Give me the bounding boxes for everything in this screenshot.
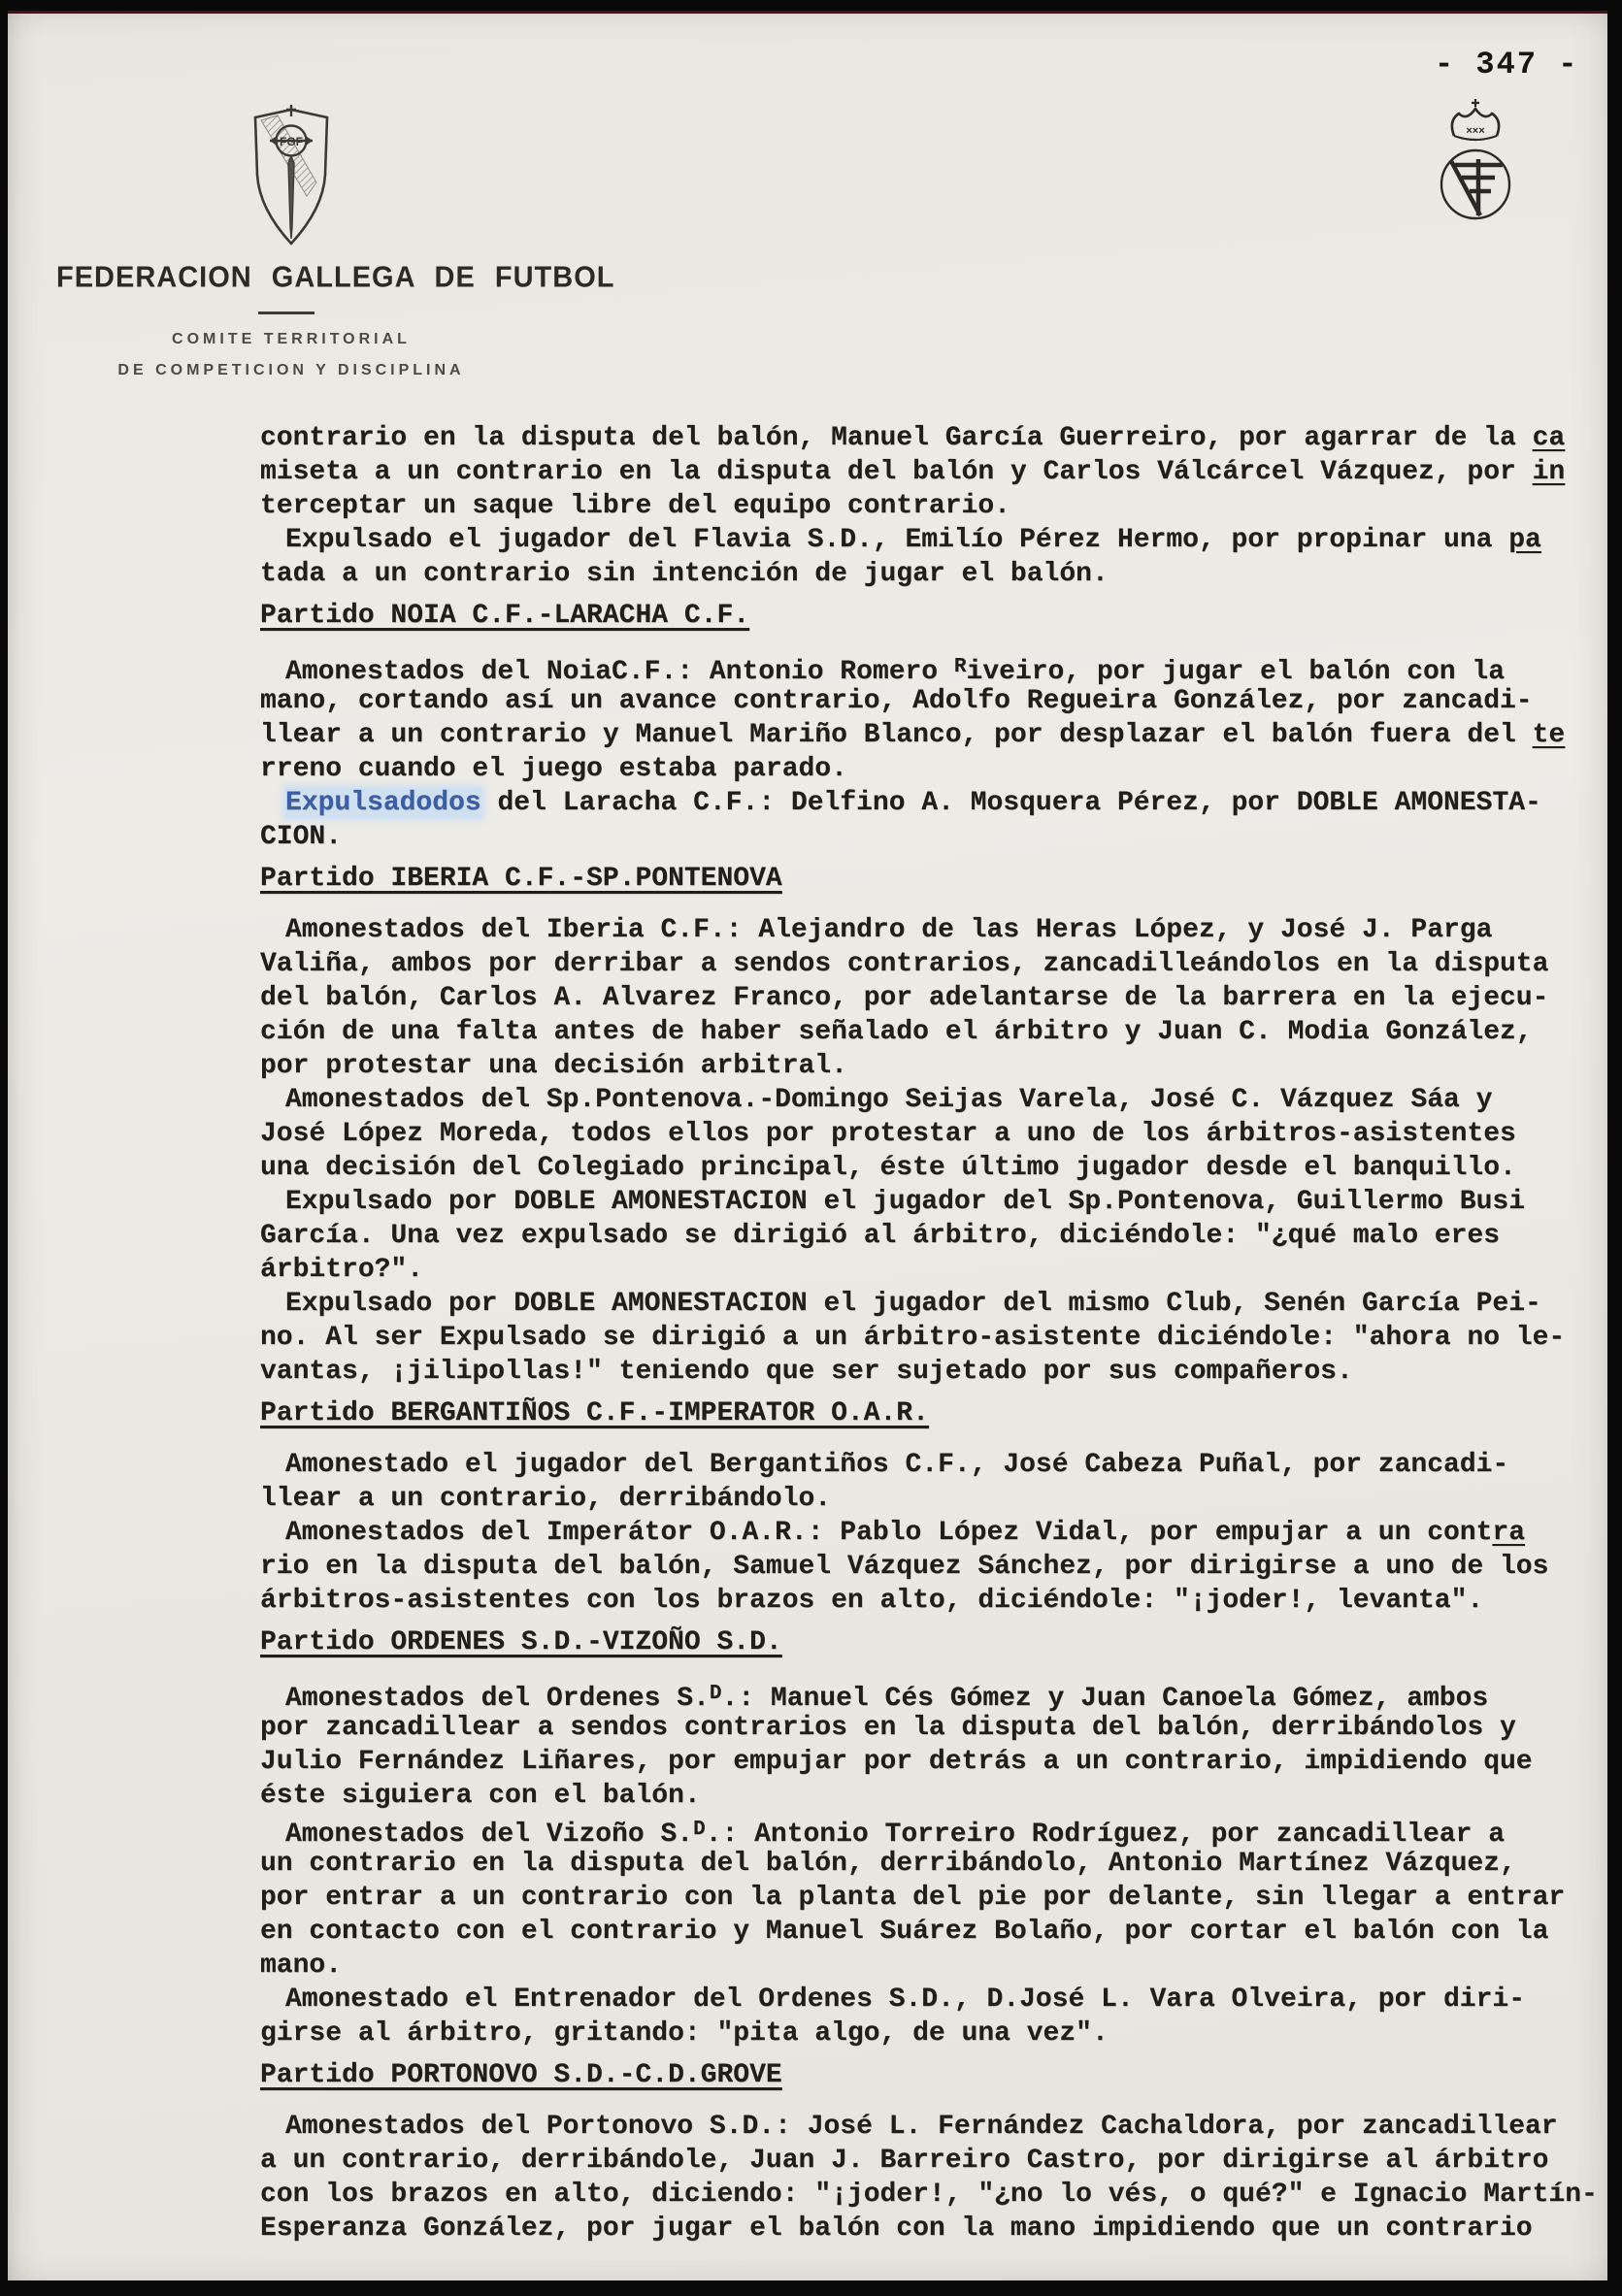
text-line: rreno cuando el juego estaba parado. <box>260 754 847 784</box>
text-line: rio en la disputa del balón, Samuel Vázquez Sánchez, por dirigirse a uno de los <box>260 1552 1549 1582</box>
text-line: Partido NOIA C.F.-LARACHA C.F. <box>260 601 750 631</box>
text-line: Expulsado por DOBLE AMONESTACION el jugador del Sp.Pontenova, Guillermo Busi <box>285 1187 1526 1217</box>
text-line: miseta a un contrario en la disputa del balón y Carlos Válcárcel Vázquez, por in <box>260 457 1566 487</box>
document-body <box>260 421 1605 2246</box>
text-line: Partido ORDENES S.D.-VIZOÑO S.D. <box>260 1627 782 1657</box>
scan-edge-right <box>1607 0 1622 2296</box>
text-line: Amonestados del Portonovo S.D.: José L. Fernández Cachaldora, por zancadillear <box>285 2112 1558 2142</box>
paragraph <box>260 1185 1605 1287</box>
paragraph <box>260 523 1605 591</box>
scan-edge-bottom <box>0 2280 1622 2296</box>
committee-line-1: COMITE TERRITORIAL <box>172 331 411 347</box>
text-line: árbitros-asistentes con los brazos en alto, diciéndole: "¡joder!, levanta". <box>260 1586 1484 1616</box>
text-line: Expulsadodos del Laracha C.F.: Delfino A. Mosquera Pérez, por DOBLE AMONESTA- <box>285 788 1541 818</box>
text-line: llear a un contrario, derribándolo. <box>260 1484 832 1514</box>
committee-line-2: DE COMPETICION Y DISCIPLINA <box>117 362 465 378</box>
match-heading <box>260 599 1605 633</box>
text-line: Amonestados del Vizoño S.$^D$.: Antonio Torreiro Rodríguez, por zancadillear a <box>285 1819 1506 1850</box>
text-line: Amonestados del Iberia C.F.: Alejandro de las Heras López, y José J. Parga <box>285 915 1493 945</box>
scan-edge-left <box>0 0 8 2296</box>
paragraph <box>260 1448 1605 1516</box>
text-line: Amonestados del NoiaC.F.: Antonio Romero $^R$iveiro, por jugar el balón con la <box>285 656 1506 687</box>
svg-text:×××: ××× <box>1466 125 1485 137</box>
paragraph <box>260 1287 1605 1389</box>
text-line: Expulsado el jugador del Flavia S.D., Emilío Pérez Hermo, por propinar una pa <box>285 525 1541 555</box>
scan-edge-top <box>0 0 1622 11</box>
paragraph <box>260 1083 1605 1185</box>
page-number: - 347 - <box>1435 47 1579 82</box>
paragraph <box>260 913 1605 1083</box>
paragraph <box>260 1516 1605 1618</box>
paragraph <box>260 1813 1605 1983</box>
text-line: Amonestados del Sp.Pontenova.-Domingo Seijas Varela, José C. Vázquez Sáa y <box>285 1085 1493 1115</box>
text-line: mano. <box>260 1951 343 1981</box>
text-line: a un contrario, derribándole, Juan J. Barreiro Castro, por dirigirse al árbitro <box>260 2146 1549 2176</box>
text-line: Amonestado el Entrenador del Ordenes S.D., D.José L. Vara Olveira, por diri- <box>285 1984 1526 2015</box>
text-line: por entrar a un contrario con la planta del pie por delante, sin llegar a entrar <box>260 1883 1566 1913</box>
text-line: José López Moreda, todos ellos por protestar a uno de los árbitros-asistentes <box>260 1119 1516 1149</box>
title-rule <box>258 312 314 314</box>
corrected-word: Expulsadodos <box>285 788 481 818</box>
text-line: Julio Fernández Liñares, por empujar por detrás a un contrario, impidiendo que <box>260 1747 1533 1777</box>
text-line: en contacto con el contrario y Manuel Suárez Bolaño, por cortar el balón con la <box>260 1917 1549 1947</box>
text-line: árbitro?". <box>260 1255 424 1285</box>
text-line: mano, cortando así un avance contrario, Adolfo Regueira González, por zancadi- <box>260 686 1533 716</box>
text-line: un contrario en la disputa del balón, derribándolo, Antonio Martínez Vázquez, <box>260 1849 1516 1879</box>
text-line: García. Una vez expulsado se dirigió al árbitro, diciéndole: "¿qué malo eres <box>260 1221 1501 1251</box>
text-line: Partido BERGANTIÑOS C.F.-IMPERATOR O.A.R. <box>260 1398 929 1428</box>
paragraph <box>260 1983 1605 2050</box>
text-line: contrario en la disputa del balón, Manuel García Guerreiro, por agarrar de la ca <box>260 423 1566 453</box>
match-heading <box>260 1625 1605 1659</box>
svg-text:FGF: FGF <box>280 135 303 148</box>
text-line: del balón, Carlos A. Alvarez Franco, por adelantarse de la barrera en la ejecu- <box>260 983 1549 1013</box>
paragraph <box>260 786 1605 854</box>
text-line: CION. <box>260 822 343 852</box>
match-heading <box>260 862 1605 896</box>
text-line: tada a un contrario sin intención de jugar el balón. <box>260 559 1109 589</box>
text-line: no. Al ser Expulsado se dirigió a un árbitro-asistente diciéndole: "ahora no le- <box>260 1323 1566 1353</box>
match-heading <box>260 1396 1605 1430</box>
text-line: una decisión del Colegiado principal, éste último jugador desde el banquillo. <box>260 1153 1516 1183</box>
text-line: girse al árbitro, gritando: "pita algo, de una vez". <box>260 2018 1109 2049</box>
text-line: Valiña, ambos por derribar a sendos contrarios, zancadilleándolos en la disputa <box>260 949 1549 979</box>
page-title: FEDERACION GALLEGA DE FUTBOL <box>56 261 615 294</box>
crowned-fef-monogram-stamp-icon <box>1419 95 1532 237</box>
text-line: Partido IBERIA C.F.-SP.PONTENOVA <box>260 864 782 894</box>
paragraph <box>260 2110 1605 2246</box>
text-line: vantas, ¡jilipollas!" teniendo que ser sujetado por sus compañeros. <box>260 1357 1353 1387</box>
text-line: Amonestados del Imperátor O.A.R.: Pablo López Vidal, por empujar a un contra <box>285 1518 1526 1548</box>
text-line: por protestar una decisión arbitral. <box>260 1051 847 1081</box>
text-line: Partido PORTONOVO S.D.-C.D.GROVE <box>260 2060 782 2090</box>
scan-edge-red-line <box>0 11 1622 14</box>
match-heading <box>260 2058 1605 2092</box>
paragraph <box>260 1677 1605 1813</box>
text-line: éste siguiera con el balón. <box>260 1781 701 1811</box>
text-line: Amonestados del Ordenes S.$^D$.: Manuel Cés Gómez y Juan Canoela Gómez, ambos <box>285 1683 1489 1714</box>
federation-shield-icon <box>248 103 334 250</box>
text-line: con los brazos en alto, diciendo: "¡joder!, "¿no lo vés, o qué?" e Ignacio Martín- <box>260 2180 1598 2210</box>
text-line: por zancadillear a sendos contrarios en la disputa del balón, derribándolos y <box>260 1713 1516 1743</box>
text-line: llear a un contrario y Manuel Mariño Blanco, por desplazar el balón fuera del te <box>260 720 1566 750</box>
text-line: terceptar un saque libre del equipo contrario. <box>260 491 1010 521</box>
paragraph <box>260 650 1605 786</box>
paragraph <box>260 421 1605 523</box>
text-line: Expulsado por DOBLE AMONESTACION el jugador del mismo Club, Senén García Pei- <box>285 1289 1541 1319</box>
text-line: Esperanza González, por jugar el balón con la mano impidiendo que un contrario <box>260 2214 1533 2244</box>
text-line: ción de una falta antes de haber señalado el árbitro y Juan C. Modia González, <box>260 1017 1533 1047</box>
text-line: Amonestado el jugador del Bergantiños C.F., José Cabeza Puñal, por zancadi- <box>285 1450 1509 1480</box>
